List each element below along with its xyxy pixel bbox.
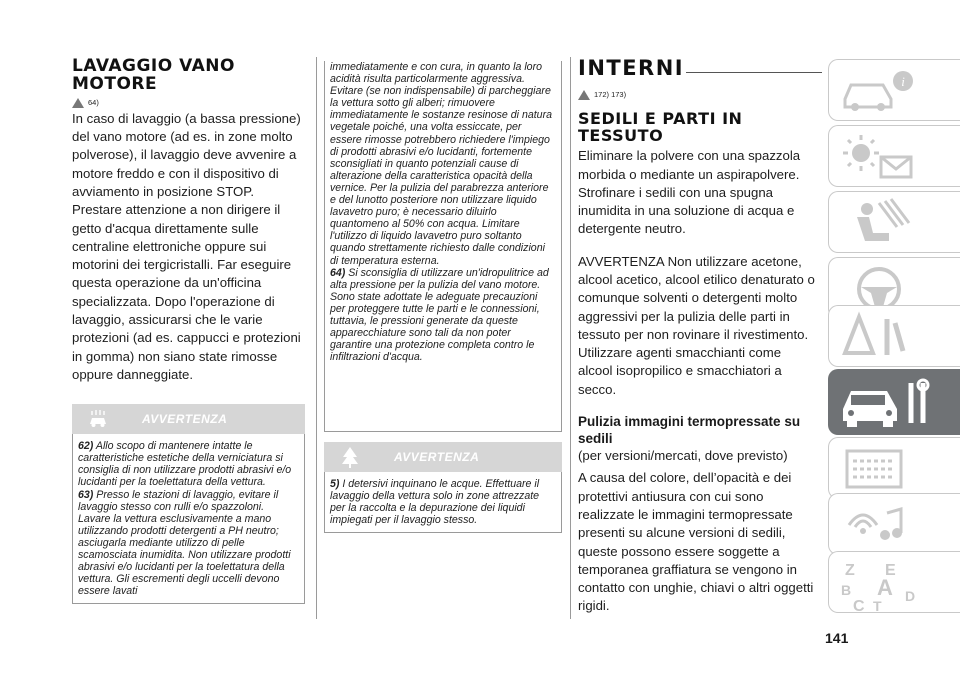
body-paragraph: Eliminare la polvere con una spazzola morbida o mediante un aspirapolvere. Strofinare i sedili con una spugna inumidita in una soluzione di acqua e detergente neutro. [578, 148, 801, 237]
warning-triangle-icon [72, 98, 84, 108]
column-3 [578, 0, 816, 616]
warning-header [72, 404, 305, 434]
tab-safety[interactable] [828, 191, 960, 253]
tab-emergency[interactable] [828, 305, 960, 367]
warning-body [72, 434, 305, 604]
column-1 [72, 0, 305, 604]
continued-warning-text: immediatamente e con cura, in quanto la loro acidità risulta particolarmente aggressiva. Evitare (se non indispensabile) di parcheggiare la vettura sotto gli alberi; rimuovere immediatamente le sostanze resinose di natura vegetale poiché, una volta essiccate, per essere rimosse potrebbero richiedere l'impiego di prodotti abrasivi e/o lucidanti, fortemente sconsigliati in quanto potenziali cause di alterazione della caratteristica opacità della vernice. Per la pulizia del parabrezza anteriore e del lunotto posteriore non utilizzare liquido lavavetro puro; è necessario diluirlo quantomeno al 50% con acqua. Limitare l'utilizzo di liquido lavavetro puro soltanto quando strettamente richiesto dalle condizioni di temperatura esterna. [330, 61, 552, 267]
warning-note [330, 267, 555, 364]
car-info-icon [839, 65, 919, 117]
svg-text:i: i [901, 74, 905, 89]
section-heading: SEDILI E PARTI IN TESSUTO [578, 108, 743, 145]
note-number: 62) [78, 440, 94, 453]
warning-note [330, 478, 555, 526]
warning-body [324, 472, 562, 533]
chapter-heading: INTERNI [578, 56, 685, 80]
warning-continuation-box [324, 61, 562, 432]
environment-tree-icon [338, 445, 362, 469]
warning-note [78, 489, 298, 598]
tab-multimedia[interactable] [828, 493, 960, 555]
warning-title: AVVERTENZA [142, 412, 228, 427]
warning-lights-icon [839, 131, 919, 183]
tab-warning-lights[interactable] [828, 125, 960, 187]
sub-heading-note: (per versioni/mercati, dove previsto) [578, 448, 788, 464]
index-letter: T [873, 598, 882, 613]
page-number: 141 [825, 630, 849, 646]
tab-index[interactable] [828, 551, 960, 613]
warning-box [72, 404, 305, 604]
warning-triangle-icon [578, 90, 590, 100]
warning-note [78, 440, 298, 488]
warning-references [72, 96, 305, 110]
airbag-seat-icon [839, 197, 919, 249]
index-letter: D [905, 588, 916, 604]
reference-numbers: 64) [88, 98, 99, 108]
alphabetical-index-icon [839, 557, 929, 613]
body-paragraph: A causa del colore, dell’opacità e dei protettivi antiusura con cui sono realizzate le immagini termopressate presenti su alcune versioni di sedili, queste possono essere soggette a temporanea graffiatura se vengono in contatto con unghie, chiavi o altri oggetti rigidi. [578, 470, 814, 614]
warning-box [324, 442, 562, 533]
specifications-icon [839, 443, 919, 495]
emergency-triangle-icon [839, 311, 919, 363]
column-divider [316, 57, 317, 619]
warning-header [324, 442, 562, 472]
sub-heading: Pulizia immagini termopressate su sedili [578, 414, 801, 447]
car-maintenance-icon [839, 375, 939, 431]
index-letter: Z [845, 562, 855, 579]
note-number: 63) [78, 488, 94, 501]
body-paragraph: AVVERTENZA Non utilizzare acetone, alcool acetico, alcool etilico denaturato o comunque solventi o detergenti molto aggressivi per la pulizia delle parti in tessuto per non rovinare il rivestimento. Utilizzare agenti smacchianti come alcool isopropilico e smacchiatori a secco. [578, 253, 815, 397]
reference-numbers: 172) 173) [594, 90, 627, 100]
body-paragraph: In caso di lavaggio (a bassa pressione) del vano motore (ad es. in zone molto polverose), il lavaggio deve avvenire a motore freddo e con il dispositivo di avviamento in posizione STOP. Prestare attenzione a non dirigere il getto d'acqua direttamente sulle centraline elettroniche oppure sui motorini dei tergicristalli. Far eseguire questa operazione da un'officina specializzata. Dopo l'operazione di lavaggio, assicurarsi che le varie protezioni (ad es. cappucci e protezioni in gomma) non siano state rimosse oppure danneggiate. [72, 110, 301, 382]
note-number: 64) [330, 266, 346, 279]
index-letter: E [885, 562, 896, 579]
tab-maintenance[interactable] [828, 369, 960, 435]
tab-car-info[interactable] [828, 59, 960, 121]
index-letter: C [853, 598, 865, 613]
warning-title: AVVERTENZA [394, 450, 480, 464]
warning-references [578, 88, 816, 102]
note-text: Allo scopo di mantenere intatte le caratteristiche estetiche della verniciatura si consiglia di non utilizzare prodotti abrasivi e/o lucidanti per la toelettatura della vettura. [78, 440, 292, 489]
car-wash-icon [86, 407, 110, 431]
note-text: Si sconsiglia di utilizzare un'idropulitrice ad alta pressione per la pulizia del vano motore. Sono state adottate le adeguate precauzioni per proteggere tutte le parti e le connessioni, tuttavia, le pressioni generate da queste apparecchiature sono tali da non poter garantire una protezione completa contro le infiltrazioni d'acqua. [330, 266, 549, 364]
note-text: Presso le stazioni di lavaggio, evitare il lavaggio stesso con rulli e/o spazzoloni. Lavare la vettura esclusivamente a mano utilizzando prodotti detergenti a PH neutro; asciugarla mediante utilizzo di pelle scamosciata inumidita. Non utilizzare prodotti abrasivi e/o lucidanti per la toelettatura della vettura. Gli escrementi degli uccelli devono essere lavati [78, 488, 291, 598]
multimedia-icon [839, 499, 919, 551]
heading-rule [686, 72, 822, 73]
column-2 [324, 61, 562, 533]
note-text: I detersivi inquinano le acque. Effettuare il lavaggio della vettura solo in zone attrezzate per la raccolta e la depurazione dei liquidi impiegati per il lavaggio stesso. [330, 478, 540, 527]
note-number: 5) [330, 478, 340, 490]
section-heading: LAVAGGIO VANO MOTORE [72, 56, 235, 95]
index-letter: A [877, 575, 893, 600]
column-divider [570, 57, 571, 619]
index-letter: B [841, 582, 852, 598]
tab-technical-data[interactable] [828, 437, 960, 499]
